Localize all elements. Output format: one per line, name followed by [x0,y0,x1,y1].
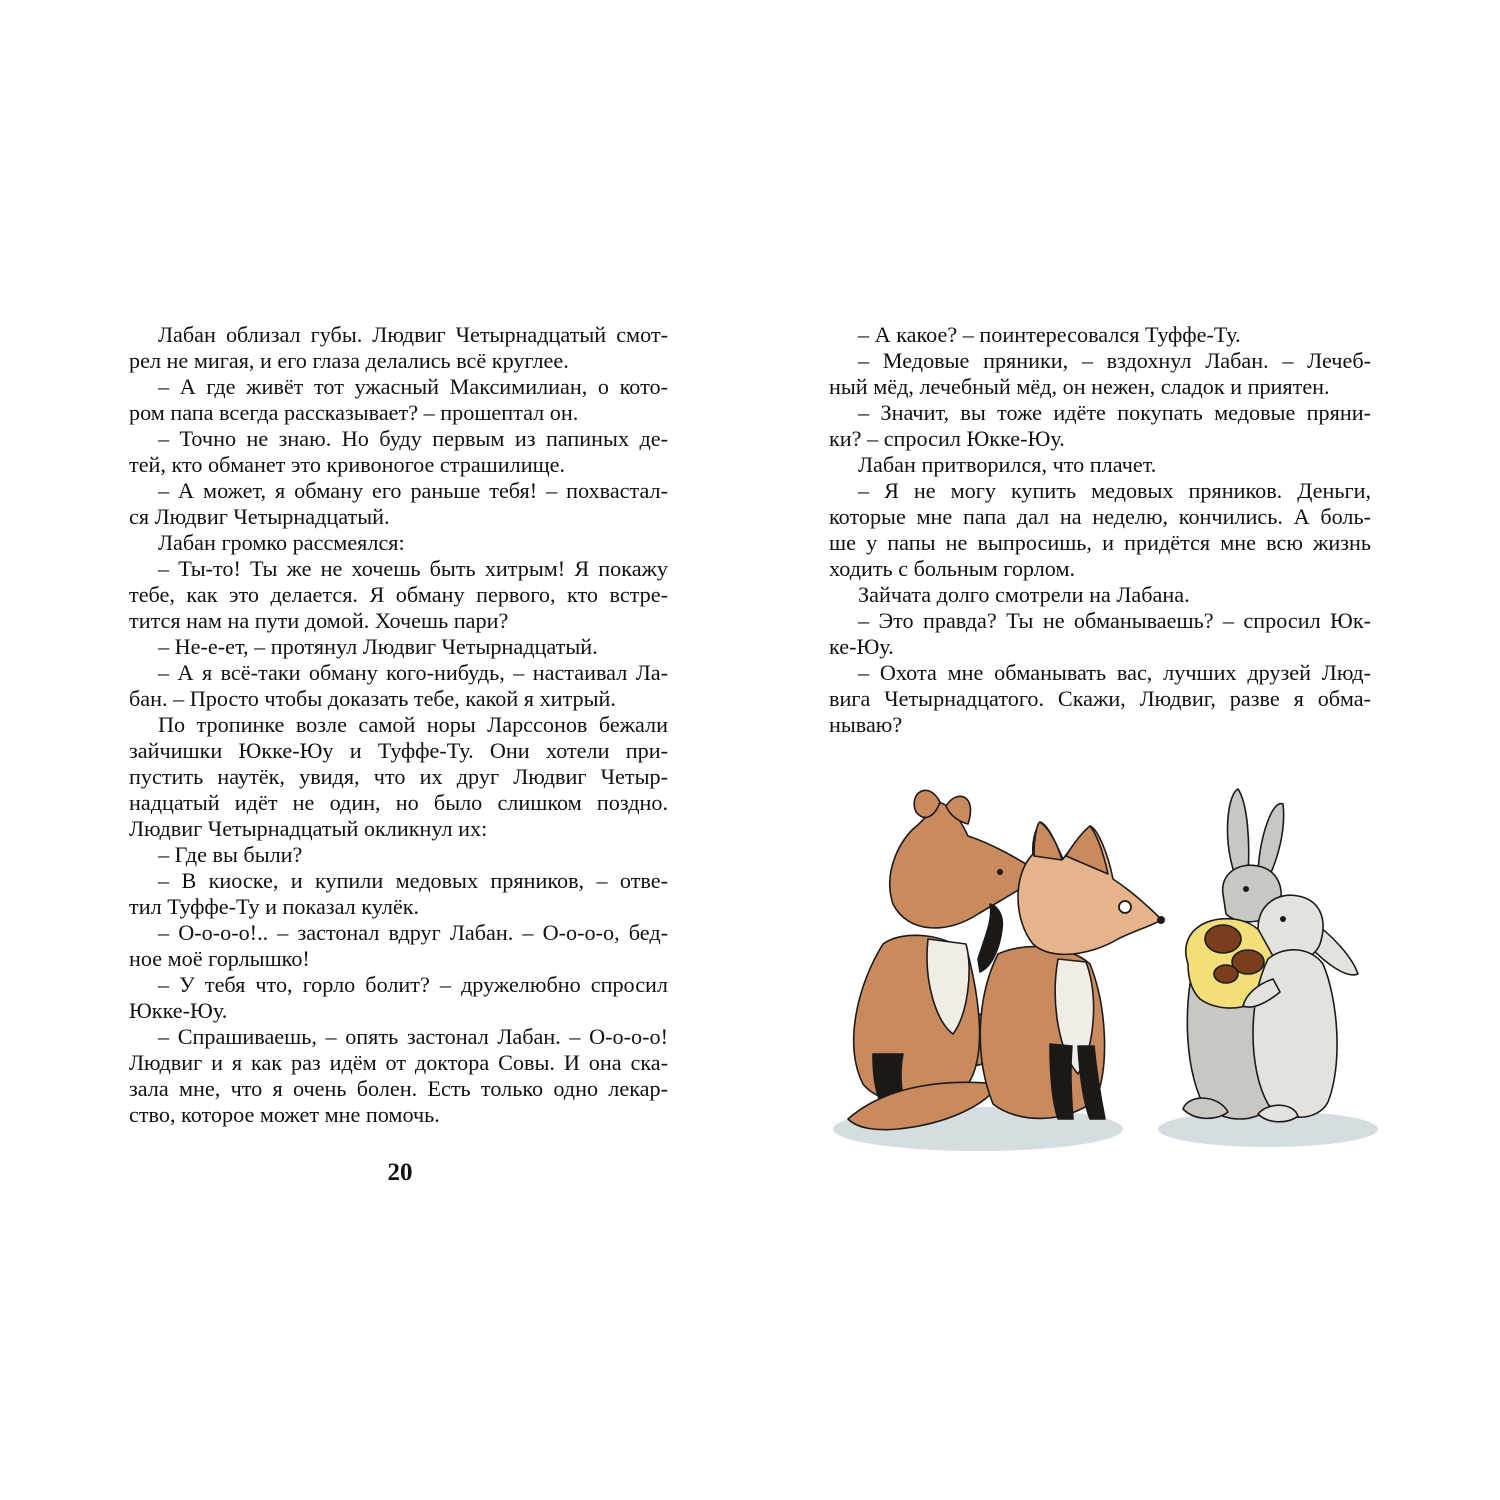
text-line: – В киоске, и купили медовых пряников, – отве- [158,868,668,893]
honey-cake-1 [1205,925,1241,953]
rabbit-front [1243,895,1358,1122]
text-line: – А может, я обману его раньше тебя! – похвастал- [158,478,668,503]
text-line: тебе, как это делается. Я обману первого, кто встре- [129,582,668,607]
text-line: ходить с больным горлом. [829,556,1076,581]
text-line: бан. – Просто чтобы доказать тебе, какой я хитрый. [129,686,616,711]
text-line: ше у папы не выпросишь, и придётся мне всю жизнь [829,530,1371,555]
text-line: – Спрашиваешь, – опять застонал Лабан. – О-о-о-о! [158,1024,668,1049]
text-line: зала мне, что я очень болен. Есть только одно лекар- [129,1076,668,1101]
text-line: Лабан громко рассмеялся: [158,530,405,555]
text-line: ный мёд, лечебный мёд, он нежен, сладок и приятен. [829,374,1330,399]
text-line: – Это правда? Ты не обманываешь? – спросил Юк- [858,608,1371,633]
text-line: ство, которое может мне помочь. [129,1102,440,1127]
fox-cub-ear-left [1034,822,1062,860]
text-line: Лабан облизал губы. Людвиг Четырнадцатый смот- [158,322,668,347]
text-line: – А я всё-таки обману кого-нибудь, – настаивал Ла- [158,660,668,685]
text-line: тей, кто обманет это кривоногое страшилище. [129,452,566,477]
text-line: – А какое? – поинтересовался Туффе-Ту. [858,322,1241,347]
text-line: – У тебя что, горло болит? – дружелюбно спросил [158,972,668,997]
text-line: Зайчата долго смотрели на Лабана. [858,582,1190,607]
rabbit-back-eye [1243,886,1249,892]
text-line: которые мне папа дал на неделю, кончились. А боль- [829,504,1371,529]
fox-adult-eye [997,869,1003,875]
text-line: – Я не могу купить медовых пряников. Деньги, [858,478,1371,503]
text-line: ки? – спросил Юкке-Юу. [829,426,1065,451]
text-line: ся Людвиг Четырнадцатый. [129,504,390,529]
text-line: вига Четырнадцатого. Скажи, Людвиг, разве я обма- [829,686,1371,711]
text-line: – А где живёт тот ужасный Максимилиан, о кото- [158,374,668,399]
text-line: По тропинке возле самой норы Ларссонов бежали [158,712,668,737]
fox-cub-nose [1157,916,1165,924]
text-line: рел не мигая, и его глаза делались всё круглее. [129,348,569,373]
text-line: – Где вы были? [158,842,303,867]
text-line: – Медовые пряники, – вздохнул Лабан. – Лечеб- [858,348,1371,373]
rabbit-back-ear-left [1228,789,1249,874]
right-page-text [829,322,1371,738]
text-line: ное моё горлышко! [129,946,310,971]
text-line: Людвиг и я как раз идём от доктора Совы. И она ска- [129,1050,668,1075]
rabbit-front-body [1253,950,1337,1117]
text-line: ке-Юу. [829,634,894,659]
page-number: 20 [387,1159,413,1186]
fox-cub-eye [1119,901,1131,913]
text-line: нываю? [829,712,903,737]
text-line: Юкке-Юу. [129,998,228,1023]
text-line: пустить наутёк, увидя, что их друг Людвиг Четыр- [129,764,668,789]
left-page-text [129,322,668,1128]
text-line: ром папа всегда рассказывает? – прошептал он. [129,400,579,425]
honey-cake-3 [1214,965,1238,983]
text-line: Людвиг Четырнадцатый окликнул их: [129,816,488,841]
text-line: – Точно не знаю. Но буду первым из папиных де- [158,426,668,451]
text-line: тится нам на пути домой. Хочешь пари? [129,608,509,633]
text-line: зайчишки Юкке-Юу и Туффе-Ту. Они хотели при- [129,738,668,763]
text-line: надцатый идёт не один, но было слишком поздно. [129,790,668,815]
text-line: – О-о-о-о!.. – застонал вдруг Лабан. – О-о-о-о, бед- [158,920,668,945]
text-line: Лабан притворился, что плачет. [858,452,1157,477]
fox-and-rabbits-illustration [828,784,1388,1164]
text-line: – Не-е-ет, – протянул Людвиг Четырнадцатый. [158,634,598,659]
text-line: тил Туффе-Ту и показал кулёк. [129,894,420,919]
text-line: – Значит, вы тоже идёте покупать медовые пряни- [858,400,1371,425]
rabbit-front-eye [1280,916,1286,922]
text-line: – Охота мне обманывать вас, лучших друзей Люд- [858,660,1371,685]
text-line: – Ты-то! Ты же не хочешь быть хитрым! Я покажу [158,556,668,581]
